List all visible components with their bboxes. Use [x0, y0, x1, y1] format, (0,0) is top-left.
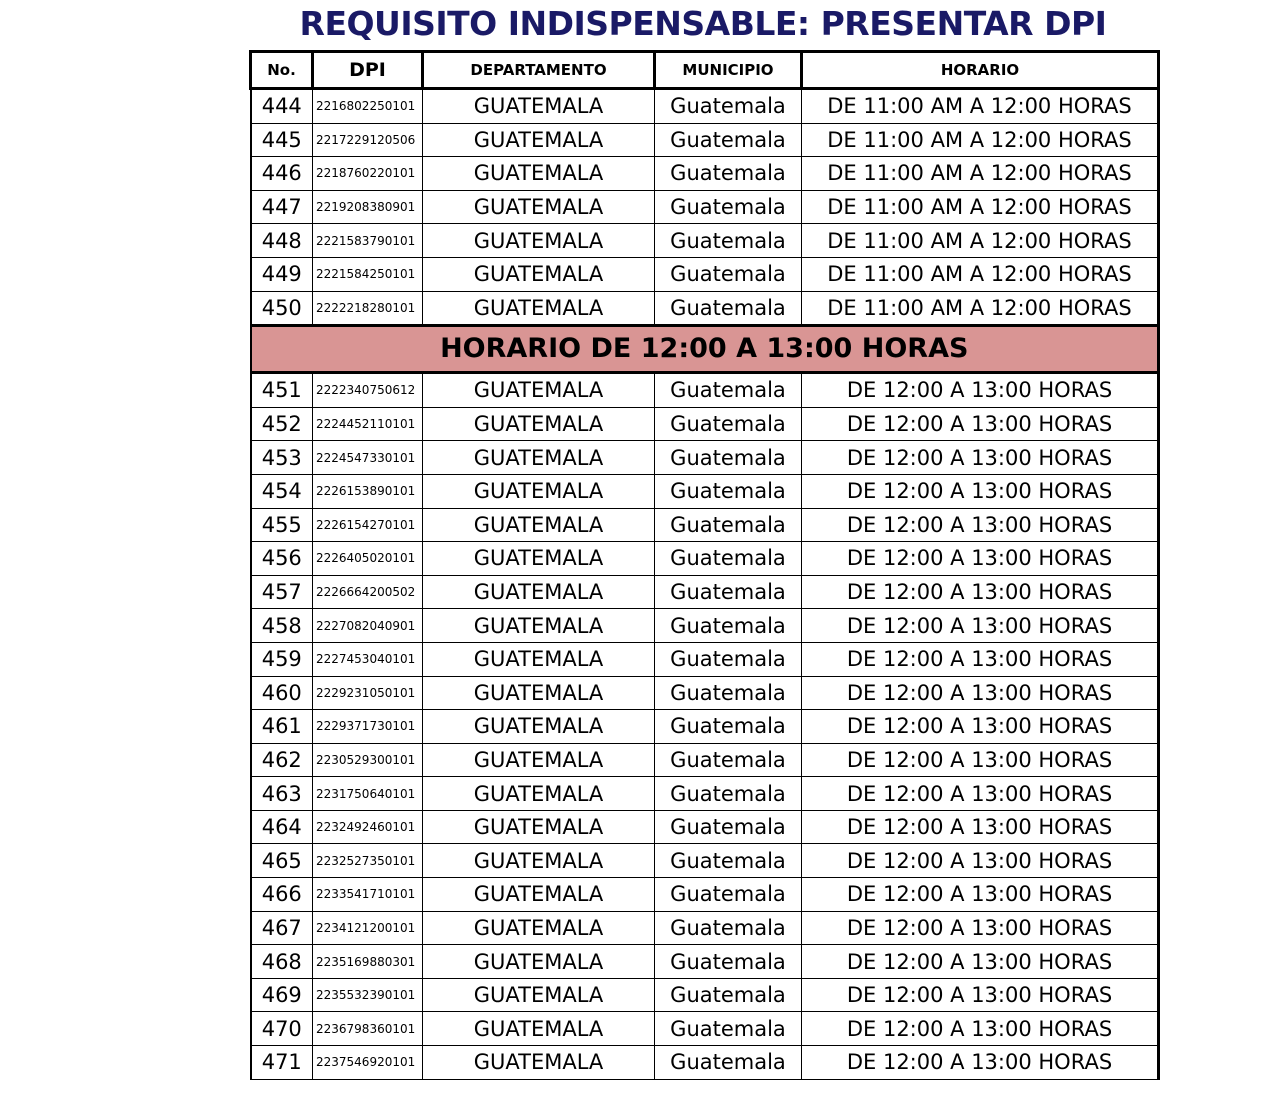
row-horario: DE 12:00 A 13:00 HORAS — [802, 1012, 1159, 1046]
row-departamento: GUATEMALA — [423, 441, 655, 475]
row-municipio: Guatemala — [655, 89, 802, 124]
row-municipio: Guatemala — [655, 508, 802, 542]
row-number: 453 — [251, 441, 313, 475]
table-row — [251, 373, 1159, 408]
row-dpi: 2221583790101 — [313, 224, 423, 258]
row-dpi: 2224452110101 — [313, 407, 423, 441]
table-row — [251, 123, 1159, 157]
row-horario: DE 12:00 A 13:00 HORAS — [802, 777, 1159, 811]
row-departamento: GUATEMALA — [423, 89, 655, 124]
row-number: 469 — [251, 978, 313, 1012]
table-row — [251, 542, 1159, 576]
table-row — [251, 945, 1159, 979]
row-horario: DE 12:00 A 13:00 HORAS — [802, 575, 1159, 609]
header-departamento: DEPARTAMENTO — [423, 52, 655, 89]
table-row — [251, 642, 1159, 676]
row-number: 458 — [251, 609, 313, 643]
row-number: 445 — [251, 123, 313, 157]
row-dpi: 2226154270101 — [313, 508, 423, 542]
row-dpi: 2226664200502 — [313, 575, 423, 609]
table-row — [251, 407, 1159, 441]
table-row — [251, 474, 1159, 508]
row-dpi: 2226153890101 — [313, 474, 423, 508]
table-row — [251, 441, 1159, 475]
row-number: 447 — [251, 190, 313, 224]
row-departamento: GUATEMALA — [423, 810, 655, 844]
row-number: 456 — [251, 542, 313, 576]
row-number: 468 — [251, 945, 313, 979]
row-departamento: GUATEMALA — [423, 642, 655, 676]
row-dpi: 2222340750612 — [313, 373, 423, 408]
row-departamento: GUATEMALA — [423, 123, 655, 157]
row-municipio: Guatemala — [655, 676, 802, 710]
table-row — [251, 1046, 1159, 1080]
row-horario: DE 11:00 AM A 12:00 HORAS — [802, 257, 1159, 291]
row-dpi: 2218760220101 — [313, 157, 423, 191]
row-municipio: Guatemala — [655, 575, 802, 609]
row-number: 459 — [251, 642, 313, 676]
row-horario: DE 11:00 AM A 12:00 HORAS — [802, 190, 1159, 224]
table-row — [251, 291, 1159, 326]
table-row — [251, 844, 1159, 878]
row-departamento: GUATEMALA — [423, 710, 655, 744]
row-horario: DE 11:00 AM A 12:00 HORAS — [802, 291, 1159, 326]
row-municipio: Guatemala — [655, 407, 802, 441]
row-horario: DE 11:00 AM A 12:00 HORAS — [802, 89, 1159, 124]
row-number: 451 — [251, 373, 313, 408]
row-horario: DE 12:00 A 13:00 HORAS — [802, 878, 1159, 912]
row-dpi: 2219208380901 — [313, 190, 423, 224]
row-dpi: 2226405020101 — [313, 542, 423, 576]
row-number: 460 — [251, 676, 313, 710]
row-horario: DE 12:00 A 13:00 HORAS — [802, 945, 1159, 979]
row-number: 454 — [251, 474, 313, 508]
row-number: 461 — [251, 710, 313, 744]
row-dpi: 2216802250101 — [313, 89, 423, 124]
row-dpi: 2235532390101 — [313, 978, 423, 1012]
row-number: 450 — [251, 291, 313, 326]
row-number: 467 — [251, 911, 313, 945]
row-departamento: GUATEMALA — [423, 676, 655, 710]
section-label: HORARIO DE 12:00 A 13:00 HORAS — [251, 326, 1159, 373]
row-horario: DE 12:00 A 13:00 HORAS — [802, 642, 1159, 676]
row-departamento: GUATEMALA — [423, 542, 655, 576]
row-municipio: Guatemala — [655, 710, 802, 744]
row-horario: DE 12:00 A 13:00 HORAS — [802, 743, 1159, 777]
row-departamento: GUATEMALA — [423, 844, 655, 878]
row-departamento: GUATEMALA — [423, 575, 655, 609]
row-horario: DE 12:00 A 13:00 HORAS — [802, 609, 1159, 643]
row-municipio: Guatemala — [655, 291, 802, 326]
row-departamento: GUATEMALA — [423, 911, 655, 945]
row-departamento: GUATEMALA — [423, 978, 655, 1012]
row-number: 465 — [251, 844, 313, 878]
row-number: 457 — [251, 575, 313, 609]
row-municipio: Guatemala — [655, 945, 802, 979]
row-horario: DE 11:00 AM A 12:00 HORAS — [802, 123, 1159, 157]
row-municipio: Guatemala — [655, 257, 802, 291]
table-row — [251, 89, 1159, 124]
row-number: 452 — [251, 407, 313, 441]
row-dpi: 2236798360101 — [313, 1012, 423, 1046]
row-departamento: GUATEMALA — [423, 157, 655, 191]
row-departamento: GUATEMALA — [423, 945, 655, 979]
row-horario: DE 12:00 A 13:00 HORAS — [802, 978, 1159, 1012]
header-municipio: MUNICIPIO — [655, 52, 802, 89]
row-municipio: Guatemala — [655, 474, 802, 508]
row-departamento: GUATEMALA — [423, 1046, 655, 1080]
row-municipio: Guatemala — [655, 777, 802, 811]
section-row — [251, 326, 1159, 373]
row-departamento: GUATEMALA — [423, 407, 655, 441]
row-municipio: Guatemala — [655, 978, 802, 1012]
row-departamento: GUATEMALA — [423, 508, 655, 542]
table-row — [251, 575, 1159, 609]
row-horario: DE 11:00 AM A 12:00 HORAS — [802, 224, 1159, 258]
table-row — [251, 257, 1159, 291]
row-municipio: Guatemala — [655, 190, 802, 224]
row-dpi: 2227453040101 — [313, 642, 423, 676]
row-dpi: 2233541710101 — [313, 878, 423, 912]
table-row — [251, 508, 1159, 542]
row-departamento: GUATEMALA — [423, 257, 655, 291]
header-dpi: DPI — [313, 52, 423, 89]
row-municipio: Guatemala — [655, 123, 802, 157]
table-row — [251, 190, 1159, 224]
table-row — [251, 609, 1159, 643]
table-row — [251, 224, 1159, 258]
table-body — [251, 89, 1159, 1080]
table-row — [251, 676, 1159, 710]
row-departamento: GUATEMALA — [423, 743, 655, 777]
row-departamento: GUATEMALA — [423, 777, 655, 811]
row-horario: DE 12:00 A 13:00 HORAS — [802, 911, 1159, 945]
row-dpi: 2221584250101 — [313, 257, 423, 291]
row-departamento: GUATEMALA — [423, 291, 655, 326]
row-horario: DE 12:00 A 13:00 HORAS — [802, 676, 1159, 710]
table-row — [251, 911, 1159, 945]
row-municipio: Guatemala — [655, 157, 802, 191]
row-municipio: Guatemala — [655, 844, 802, 878]
row-municipio: Guatemala — [655, 542, 802, 576]
row-horario: DE 12:00 A 13:00 HORAS — [802, 441, 1159, 475]
row-dpi: 2237546920101 — [313, 1046, 423, 1080]
row-horario: DE 12:00 A 13:00 HORAS — [802, 844, 1159, 878]
row-departamento: GUATEMALA — [423, 1012, 655, 1046]
row-dpi: 2224547330101 — [313, 441, 423, 475]
row-number: 455 — [251, 508, 313, 542]
row-municipio: Guatemala — [655, 642, 802, 676]
table-row — [251, 810, 1159, 844]
row-horario: DE 12:00 A 13:00 HORAS — [802, 407, 1159, 441]
row-dpi: 2231750640101 — [313, 777, 423, 811]
row-number: 471 — [251, 1046, 313, 1080]
row-municipio: Guatemala — [655, 911, 802, 945]
row-number: 464 — [251, 810, 313, 844]
row-departamento: GUATEMALA — [423, 878, 655, 912]
row-municipio: Guatemala — [655, 441, 802, 475]
row-number: 463 — [251, 777, 313, 811]
row-municipio: Guatemala — [655, 810, 802, 844]
table-row — [251, 878, 1159, 912]
table-row — [251, 1012, 1159, 1046]
row-municipio: Guatemala — [655, 743, 802, 777]
row-number: 466 — [251, 878, 313, 912]
row-number: 470 — [251, 1012, 313, 1046]
row-horario: DE 12:00 A 13:00 HORAS — [802, 373, 1159, 408]
row-dpi: 2217229120506 — [313, 123, 423, 157]
row-dpi: 2229371730101 — [313, 710, 423, 744]
row-dpi: 2235169880301 — [313, 945, 423, 979]
row-dpi: 2232527350101 — [313, 844, 423, 878]
table-row — [251, 710, 1159, 744]
row-municipio: Guatemala — [655, 373, 802, 408]
row-dpi: 2230529300101 — [313, 743, 423, 777]
schedule-table — [249, 50, 1160, 1080]
row-dpi: 2234121200101 — [313, 911, 423, 945]
row-municipio: Guatemala — [655, 609, 802, 643]
row-municipio: Guatemala — [655, 1046, 802, 1080]
row-horario: DE 12:00 A 13:00 HORAS — [802, 542, 1159, 576]
row-number: 444 — [251, 89, 313, 124]
header-no: No. — [251, 52, 313, 89]
row-departamento: GUATEMALA — [423, 224, 655, 258]
table-row — [251, 743, 1159, 777]
table-row — [251, 157, 1159, 191]
row-municipio: Guatemala — [655, 1012, 802, 1046]
row-horario: DE 12:00 A 13:00 HORAS — [802, 508, 1159, 542]
row-horario: DE 12:00 A 13:00 HORAS — [802, 810, 1159, 844]
row-number: 449 — [251, 257, 313, 291]
row-dpi: 2232492460101 — [313, 810, 423, 844]
row-horario: DE 11:00 AM A 12:00 HORAS — [802, 157, 1159, 191]
row-number: 446 — [251, 157, 313, 191]
row-departamento: GUATEMALA — [423, 190, 655, 224]
table-row — [251, 978, 1159, 1012]
row-number: 462 — [251, 743, 313, 777]
row-dpi: 2229231050101 — [313, 676, 423, 710]
page-title: REQUISITO INDISPENSABLE: PRESENTAR DPI — [299, 4, 1107, 43]
row-dpi: 2227082040901 — [313, 609, 423, 643]
row-dpi: 2222218280101 — [313, 291, 423, 326]
row-number: 448 — [251, 224, 313, 258]
row-departamento: GUATEMALA — [423, 373, 655, 408]
row-municipio: Guatemala — [655, 878, 802, 912]
table-row — [251, 777, 1159, 811]
row-horario: DE 12:00 A 13:00 HORAS — [802, 1046, 1159, 1080]
header-horario: HORARIO — [802, 52, 1159, 89]
row-departamento: GUATEMALA — [423, 609, 655, 643]
row-horario: DE 12:00 A 13:00 HORAS — [802, 474, 1159, 508]
row-municipio: Guatemala — [655, 224, 802, 258]
row-horario: DE 12:00 A 13:00 HORAS — [802, 710, 1159, 744]
row-departamento: GUATEMALA — [423, 474, 655, 508]
header-row — [251, 52, 1159, 89]
